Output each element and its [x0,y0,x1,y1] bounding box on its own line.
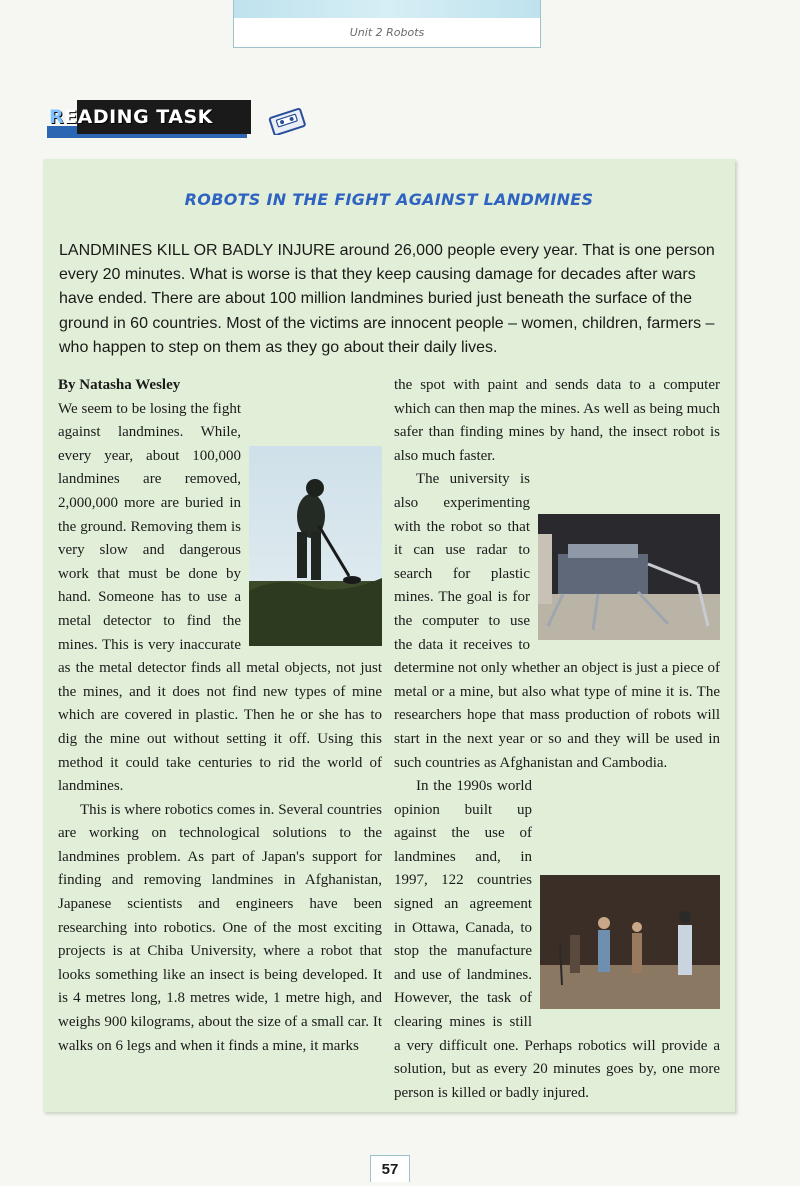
right-paragraph-2-text: The university is also experimenting with the robot so that it can use radar to search for plastic mines. The goal is for the computer to use the data it receives to determine not only whether an object is just a piece of metal or a mine, but also what type of mine it is. The researchers hope that mass production of robots will start in the next year or so and they will be used in such countries as Afghanistan and Cambodia. [394,471,720,771]
header-decoration [234,0,540,18]
reading-task-banner [47,100,251,138]
right-paragraph-1: the spot with paint and sends data to a computer which can then map the mines. As well as being much safer than finding mines by hand, the insect robot is also much faster. [394,377,720,464]
left-paragraph-1-text: We seem to be losing the fight against landmines. While, every year, about 100,000 landmines are removed, 2,000,000 more are buried in the ground. Removing them is very slow and dangerous work that must be done by hand. Someone has to use a metal detector to find the mines. This is very inaccurate as the metal detector finds all metal objects, not just the mines, and it does not find new types of mine which are covered in plastic. Then he or she has to dig the mine out without setting it off. Using this method it could take centuries to rid the world of landmines. [58,400,382,795]
unit-label: Unit 2 Robots [349,26,425,39]
cassette-icon [268,107,306,135]
banner-first-letter: R [49,106,65,128]
right-paragraph-3-text: In the 1990s world opinion built up against the use of landmines and, in 1997, 122 countries signed an agreement in Ottawa, Canada, to stop the manufacture and use of landmines. However, the task of clearing mines is still a very difficult one. Perhaps robotics will provide a solution, but as every 20 minutes goes by, one more person is killed or badly injured. [394,778,720,1101]
banner-title [49,106,213,128]
left-paragraph-1 [58,398,382,799]
article-lead: LANDMINES KILL OR BADLY INJURE around 26,000 people every year. That is one person every 20 minutes. What is worse is that they keep causing damage for decades after wars have ended. There are about 100 million landmines buried just beneath the surface of the ground in 60 countries. Most of the victims are innocent people – women, children, farmers – who happen to step on them as they go about their daily lives. [59,242,715,356]
article-title: ROBOTS IN THE FIGHT AGAINST LANDMINES [184,190,594,209]
right-column [394,374,720,1105]
left-column [58,374,382,1058]
right-paragraph-3 [394,775,720,1105]
deminer-photo [249,446,382,646]
landmine-victims-photo [540,875,720,1009]
insect-robot-photo [538,514,720,640]
article-author: By Natasha Wesley [58,377,181,393]
page-number: 57 [370,1155,410,1182]
right-paragraph-2 [394,468,720,775]
unit-header [233,0,541,48]
article-panel [43,159,735,1112]
left-paragraph-2: This is where robotics comes in. Several countries are working on technological solutions to the landmines problem. As part of Japan's support for finding and removing landmines in Afghanistan, Japanese scientists and engineers have been researching into robotics. One of the most exciting projects is at Chiba University, where a robot that looks something like an insect is being developed. It is 4 metres long, 1.8 metres wide, 1 metre high, and weighs 900 kilograms, about the size of a small car. It walks on 6 legs and when it finds a mine, it marks [58,801,382,1054]
banner-rest: EADING TASK [64,106,213,128]
